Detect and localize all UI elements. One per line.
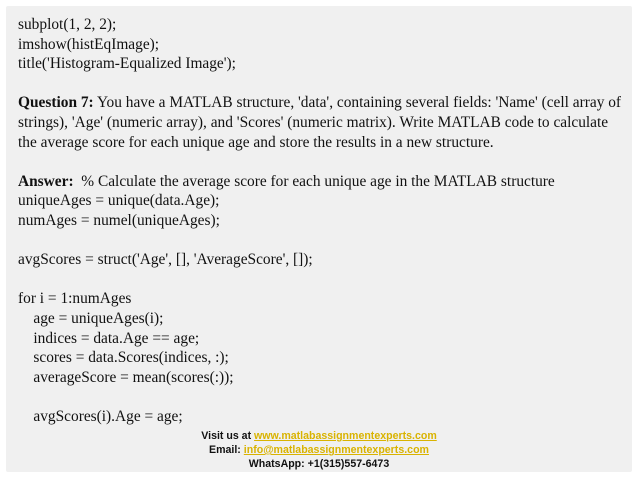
answer-comment: % Calculate the average score for each unique age in the MATLAB structure	[73, 172, 555, 190]
code-line: avgScores = struct('Age', [], 'AverageScore', []);	[18, 251, 313, 269]
footer-whatsapp: WhatsApp: +1(315)557-6473	[248, 458, 390, 470]
code-line: subplot(1, 2, 2);	[18, 16, 117, 33]
code-line: indices = data.Age == age;	[18, 329, 200, 347]
answer-paragraph	[18, 172, 624, 192]
code-line: imshow(histEqImage);	[18, 35, 160, 53]
answer-label: Answer:	[18, 172, 74, 190]
spacer	[18, 387, 624, 407]
email-label: Email:	[209, 444, 244, 456]
code-line: age = uniqueAges(i);	[18, 309, 164, 327]
code-line: numAges = numel(uniqueAges);	[18, 211, 220, 229]
code-line: scores = data.Scores(indices, :);	[18, 349, 229, 367]
code-line: for i = 1:numAges	[18, 290, 132, 308]
slide-content	[18, 15, 624, 426]
website-link[interactable]: www.matlabassignmentexperts.com	[254, 430, 437, 442]
slide	[6, 6, 632, 472]
footer-visit	[6, 429, 632, 443]
code-line: avgScores(i).Age = age;	[18, 407, 183, 425]
code-line: uniqueAges = unique(data.Age);	[18, 192, 220, 210]
email-link[interactable]: info@matlabassignmentexperts.com	[243, 444, 429, 456]
spacer	[18, 270, 624, 290]
question-paragraph	[18, 93, 624, 152]
footer-email	[6, 443, 632, 457]
footer	[6, 429, 632, 471]
visit-label: Visit us at	[201, 430, 255, 442]
spacer	[18, 231, 624, 251]
question-label: Question 7:	[18, 94, 94, 112]
spacer	[18, 74, 624, 94]
spacer	[18, 152, 624, 172]
question-text: You have a MATLAB structure, 'data', containing several fields: 'Name' (cell array of strings), 'Age' (numeric array), and 'Scores' (numeric matrix). Write MATLAB code to calculate the average score for each unique age and store the results in a new structure.	[18, 94, 622, 151]
code-line: title('Histogram-Equalized Image');	[18, 55, 236, 73]
code-line: averageScore = mean(scores(:));	[18, 368, 234, 386]
